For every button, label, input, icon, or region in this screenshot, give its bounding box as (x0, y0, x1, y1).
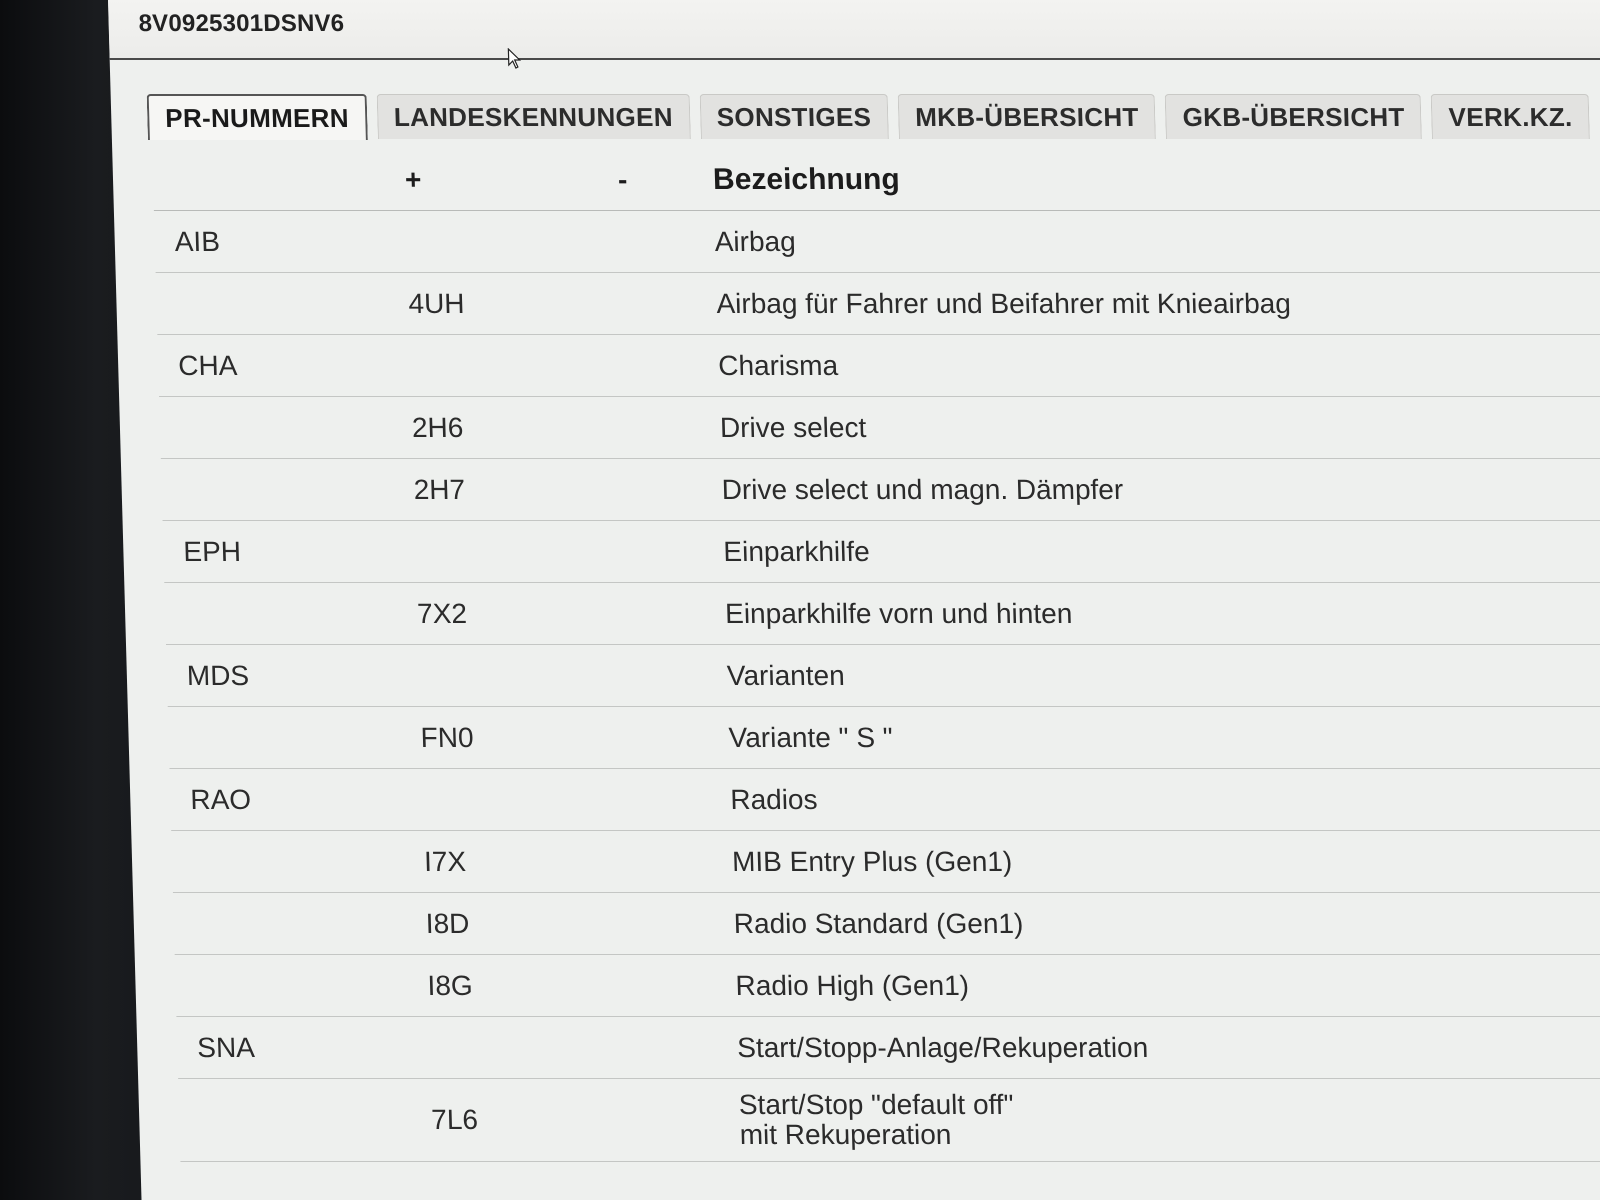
row-description: Airbag (714, 225, 797, 257)
row-code: CHA (177, 349, 238, 381)
row-description: Drive select (719, 411, 867, 443)
row-plus-code: 4UH (408, 287, 465, 319)
tab-sonstiges[interactable]: SONSTIGES (699, 94, 889, 139)
row-plus-code: I8G (427, 969, 474, 1001)
tab-bar (147, 94, 1591, 144)
table-header (152, 150, 1600, 211)
row-description: Einparkhilfe vorn und hinten (724, 597, 1073, 629)
table-row[interactable] (166, 645, 1600, 707)
row-plus-code: 2H6 (411, 411, 464, 443)
document-id: 8V0925301DSNV6 (138, 10, 345, 37)
row-code: MDS (186, 659, 250, 691)
title-bar (108, 0, 1600, 60)
tab-gkb-uebersicht[interactable]: GKB-ÜBERSICHT (1165, 94, 1422, 139)
tab-pr-nummern[interactable]: PR-NUMMERN (147, 94, 368, 140)
row-description: Charisma (717, 349, 839, 381)
row-plus-code: FN0 (420, 721, 474, 753)
column-header-description: Bezeichnung (712, 163, 901, 196)
tab-landeskennungen[interactable]: LANDESKENNUNGEN (376, 94, 690, 139)
row-code: EPH (182, 535, 242, 567)
table-row[interactable] (164, 583, 1600, 645)
table-row[interactable] (169, 769, 1600, 831)
row-code: RAO (189, 783, 252, 815)
table-row[interactable] (173, 893, 1600, 955)
row-description: Variante " S " (728, 721, 894, 753)
row-description: Drive select und magn. Dämpfer (721, 473, 1124, 505)
row-description: Start/Stop "default off" mit Rekuperation (738, 1089, 1014, 1150)
row-plus-code: I8D (425, 907, 470, 939)
column-header-minus: - (617, 164, 628, 195)
row-plus-code: 7L6 (430, 1104, 479, 1135)
row-code: AIB (174, 225, 221, 257)
table-row[interactable] (171, 831, 1600, 893)
screen (108, 0, 1600, 1200)
pr-numbers-table (152, 150, 1600, 1162)
table-row[interactable] (157, 335, 1600, 397)
row-plus-code: 7X2 (416, 597, 468, 629)
tab-verk-kz[interactable]: VERK.KZ. (1431, 94, 1590, 139)
table-row[interactable] (178, 1079, 1600, 1162)
table-row[interactable] (159, 397, 1600, 459)
table-row[interactable] (168, 707, 1600, 769)
table-row[interactable] (163, 521, 1600, 583)
row-plus-code: I7X (423, 845, 467, 877)
column-header-plus: + (404, 164, 422, 195)
row-description: Einparkhilfe (722, 535, 871, 567)
row-description: Airbag für Fahrer und Beifahrer mit Knieairbag (716, 287, 1292, 319)
table-row[interactable] (176, 1017, 1600, 1079)
table-row[interactable] (154, 211, 1600, 273)
row-description: Radios (729, 783, 818, 815)
row-description: MIB Entry Plus (Gen1) (731, 845, 1013, 877)
table-row[interactable] (161, 459, 1600, 521)
row-code: SNA (196, 1031, 256, 1063)
row-description: Radio High (Gen1) (735, 969, 970, 1001)
row-plus-code: 2H7 (413, 473, 466, 505)
tab-mkb-uebersicht[interactable]: MKB-ÜBERSICHT (898, 94, 1157, 139)
table-row[interactable] (156, 273, 1600, 335)
row-description: Radio Standard (Gen1) (733, 907, 1024, 939)
row-description: Varianten (726, 659, 846, 691)
mouse-cursor-icon (507, 48, 522, 70)
table-row[interactable] (175, 955, 1600, 1017)
row-description: Start/Stopp-Anlage/Rekuperation (736, 1031, 1149, 1063)
